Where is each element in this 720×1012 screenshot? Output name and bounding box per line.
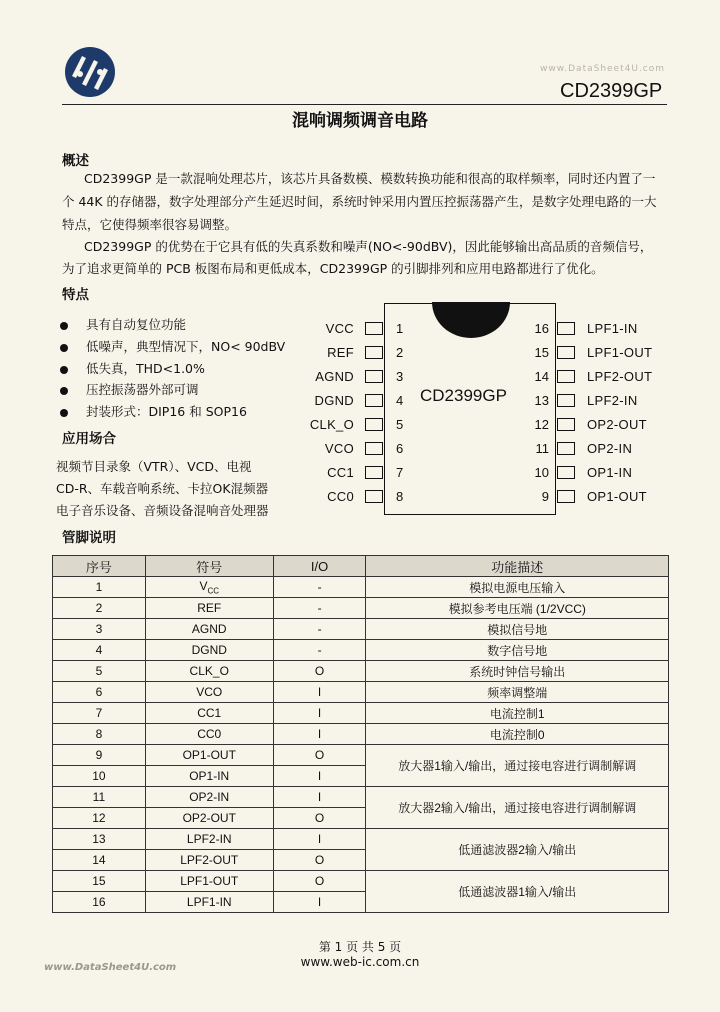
pin-label-left: CLK_O <box>309 417 354 432</box>
pin-box <box>557 322 575 335</box>
pin-number: 11 <box>535 441 549 456</box>
pin-symbol-cell: OP1-IN <box>145 766 273 787</box>
pin-description-cell: 放大器2输入/输出，通过接电容进行调制解调 <box>366 787 669 829</box>
pin-symbol-cell: OP2-IN <box>145 787 273 808</box>
table-row <box>53 661 669 682</box>
column-header: 功能描述 <box>366 556 669 577</box>
overview-line-4: CD2399GP 的优势在于它具有低的失真系数和噪声(NO<-90dBV)，因此能够输出高品质的音频信号， <box>84 239 653 254</box>
pin-box <box>557 466 575 479</box>
pin-number-cell: 16 <box>53 892 146 913</box>
pin-description-cell: 模拟信号地 <box>366 619 669 640</box>
pin-table-heading: 管脚说明 <box>62 530 116 546</box>
pin-io-cell: - <box>273 619 366 640</box>
footer-url: www.web-ic.com.cn <box>300 955 420 969</box>
pin-number: 8 <box>396 489 404 504</box>
pin-label-left: CC0 <box>327 489 354 504</box>
pin-number-cell: 8 <box>53 724 146 745</box>
company-logo-icon <box>64 46 116 98</box>
pin-box <box>557 418 575 431</box>
pin-description-cell: 低通滤波器1输入/输出 <box>366 871 669 913</box>
pin-io-cell: I <box>273 682 366 703</box>
pin-number-cell: 2 <box>53 598 146 619</box>
overview-line-2: 个 44K 的存储器，数字处理部分产生延迟时间，系统时钟采用内置压控振荡器产生，是数字处理电路的一大 <box>62 194 657 209</box>
pin-number: 2 <box>396 345 404 360</box>
column-header: 符号 <box>145 556 273 577</box>
pin-description-cell: 系统时钟信号输出 <box>366 661 669 682</box>
pin-description-cell: 数字信号地 <box>366 640 669 661</box>
pin-io-cell: - <box>273 577 366 598</box>
pin-box <box>557 394 575 407</box>
pin-symbol-cell: LPF1-IN <box>145 892 273 913</box>
table-row <box>53 829 669 850</box>
pin-number: 3 <box>396 369 404 384</box>
pin-number-cell: 15 <box>53 871 146 892</box>
pin-symbol-cell: DGND <box>145 640 273 661</box>
pin-label-right: LPF2-IN <box>587 393 638 408</box>
pin-number: 7 <box>396 465 404 480</box>
pin-symbol-cell: CC0 <box>145 724 273 745</box>
overview-line-1: CD2399GP 是一款混响处理芯片，该芯片具备数模、模数转换功能和很高的取样频率，同时还内置了一 <box>84 171 656 186</box>
table-row <box>53 640 669 661</box>
chip-name: CD2399GP <box>420 386 507 405</box>
pin-symbol-cell: REF <box>145 598 273 619</box>
table-row <box>53 682 669 703</box>
table-row <box>53 703 669 724</box>
page-number: 第 1 页 共 5 页 <box>318 940 402 954</box>
pin-number-cell: 14 <box>53 850 146 871</box>
pin-number: 14 <box>534 369 549 384</box>
pin-box <box>365 418 383 431</box>
pin-number: 4 <box>396 393 404 408</box>
pin-box <box>365 442 383 455</box>
column-header: 序号 <box>53 556 146 577</box>
applications-line-1: 视频节目录象（VTR）、VCD、电视 <box>56 459 252 474</box>
pin-io-cell: O <box>273 808 366 829</box>
pin-number-cell: 13 <box>53 829 146 850</box>
pin-label-right: LPF2-OUT <box>587 369 653 384</box>
pin-symbol-cell: LPF1-OUT <box>145 871 273 892</box>
pin-io-cell: O <box>273 661 366 682</box>
pin-number: 6 <box>396 441 404 456</box>
pin-description-cell: 低通滤波器2输入/输出 <box>366 829 669 871</box>
pin-io-cell: I <box>273 787 366 808</box>
pin-io-cell: - <box>273 598 366 619</box>
overview-line-5: 为了追求更简单的 PCB 板图布局和更低成本，CD2399GP 的引脚排列和应用电路都进行了优化。 <box>62 261 604 276</box>
pin-number: 9 <box>541 489 549 504</box>
pin-io-cell: I <box>273 829 366 850</box>
pin-number: 5 <box>396 417 404 432</box>
pin-number: 12 <box>534 417 549 432</box>
applications-line-3: 电子音乐设备、音频设备混响音处理器 <box>56 503 269 518</box>
pin-symbol-cell: AGND <box>145 619 273 640</box>
pin-io-cell: I <box>273 703 366 724</box>
column-header: I/O <box>273 556 366 577</box>
pin-box <box>557 490 575 503</box>
pin-label-right: LPF1-IN <box>587 321 638 336</box>
pin-io-cell: I <box>273 892 366 913</box>
pin-label-right: OP1-OUT <box>587 489 647 504</box>
pin-box <box>365 394 383 407</box>
table-row <box>53 787 669 808</box>
pin-label-left: REF <box>327 345 354 360</box>
pin-label-left: AGND <box>315 369 354 384</box>
pin-box <box>365 466 383 479</box>
pin-io-cell: - <box>273 640 366 661</box>
pin-label-right: OP2-IN <box>587 441 633 456</box>
pin-label-right: LPF1-OUT <box>587 345 653 360</box>
pin-number-cell: 1 <box>53 577 146 598</box>
pin-number-cell: 11 <box>53 787 146 808</box>
table-row <box>53 619 669 640</box>
pin-label-left: DGND <box>314 393 354 408</box>
pin-io-cell: O <box>273 745 366 766</box>
pin-symbol-cell: OP2-OUT <box>145 808 273 829</box>
chip-notch <box>432 302 510 338</box>
document-title: 混响调频调音电路 <box>292 111 428 131</box>
pin-io-cell: I <box>273 766 366 787</box>
pin-box <box>557 442 575 455</box>
pin-number: 16 <box>534 321 549 336</box>
table-row <box>53 724 669 745</box>
pin-symbol-cell: CLK_O <box>145 661 273 682</box>
pin-description-cell: 电流控制0 <box>366 724 669 745</box>
table-row <box>53 871 669 892</box>
header-divider <box>62 104 667 105</box>
pin-description-cell: 模拟电源电压输入 <box>366 577 669 598</box>
pin-number-cell: 6 <box>53 682 146 703</box>
pin-number-cell: 12 <box>53 808 146 829</box>
header-watermark: www.DataSheet4U.com <box>540 64 666 74</box>
pin-number: 10 <box>534 465 549 480</box>
part-number: CD2399GP <box>560 80 663 102</box>
pin-label-left: CC1 <box>327 465 354 480</box>
pin-table <box>52 555 669 913</box>
pin-number-cell: 4 <box>53 640 146 661</box>
pin-description-cell: 模拟参考电压端 (1/2VCC) <box>366 598 669 619</box>
feature-item: 具有自动复位功能 <box>60 315 186 333</box>
pin-symbol-cell: OP1-OUT <box>145 745 273 766</box>
features-heading: 特点 <box>62 287 89 303</box>
feature-item: 低失真，THD<1.0% <box>60 359 205 377</box>
pin-box <box>365 322 383 335</box>
pin-box <box>365 346 383 359</box>
table-header-row <box>53 556 669 577</box>
pin-number: 1 <box>396 321 404 336</box>
pin-io-cell: O <box>273 850 366 871</box>
feature-item: 封装形式：DIP16 和 SOP16 <box>60 402 247 420</box>
pin-description-cell: 电流控制1 <box>366 703 669 724</box>
pin-number-cell: 5 <box>53 661 146 682</box>
pin-label-right: OP2-OUT <box>587 417 647 432</box>
feature-item: 压控振荡器外部可调 <box>60 380 199 398</box>
pin-symbol-cell: CC1 <box>145 703 273 724</box>
pin-label-right: OP1-IN <box>587 465 633 480</box>
overview-line-3: 特点，它使得频率很容易调整。 <box>62 217 238 232</box>
pin-number: 15 <box>534 345 549 360</box>
pin-box <box>365 370 383 383</box>
pin-number-cell: 9 <box>53 745 146 766</box>
pin-description-cell: 放大器1输入/输出，通过接电容进行调制解调 <box>366 745 669 787</box>
overview-heading: 概述 <box>62 153 89 169</box>
pin-number-cell: 7 <box>53 703 146 724</box>
table-row <box>53 577 669 598</box>
pin-symbol-cell: LPF2-IN <box>145 829 273 850</box>
pin-symbol-cell: LPF2-OUT <box>145 850 273 871</box>
pin-box <box>557 346 575 359</box>
feature-item: 低噪声，典型情况下，NO< 90dBV <box>60 337 285 355</box>
pin-box <box>557 370 575 383</box>
applications-line-2: CD-R、车载音响系统、卡拉OK混频器 <box>56 481 269 496</box>
pin-label-left: VCO <box>324 441 354 456</box>
table-row <box>53 745 669 766</box>
footer-watermark: www.DataSheet4U.com <box>44 962 177 973</box>
pin-number-cell: 3 <box>53 619 146 640</box>
pin-symbol-cell: VCO <box>145 682 273 703</box>
pin-label-left: VCC <box>325 321 354 336</box>
pin-description-cell: 频率调整端 <box>366 682 669 703</box>
pin-io-cell: I <box>273 724 366 745</box>
pin-box <box>365 490 383 503</box>
pin-symbol-cell: $V_{CC}$ <box>145 577 273 598</box>
applications-heading: 应用场合 <box>62 431 116 447</box>
pin-number-cell: 10 <box>53 766 146 787</box>
pin-io-cell: O <box>273 871 366 892</box>
table-row <box>53 598 669 619</box>
pin-number: 13 <box>534 393 549 408</box>
